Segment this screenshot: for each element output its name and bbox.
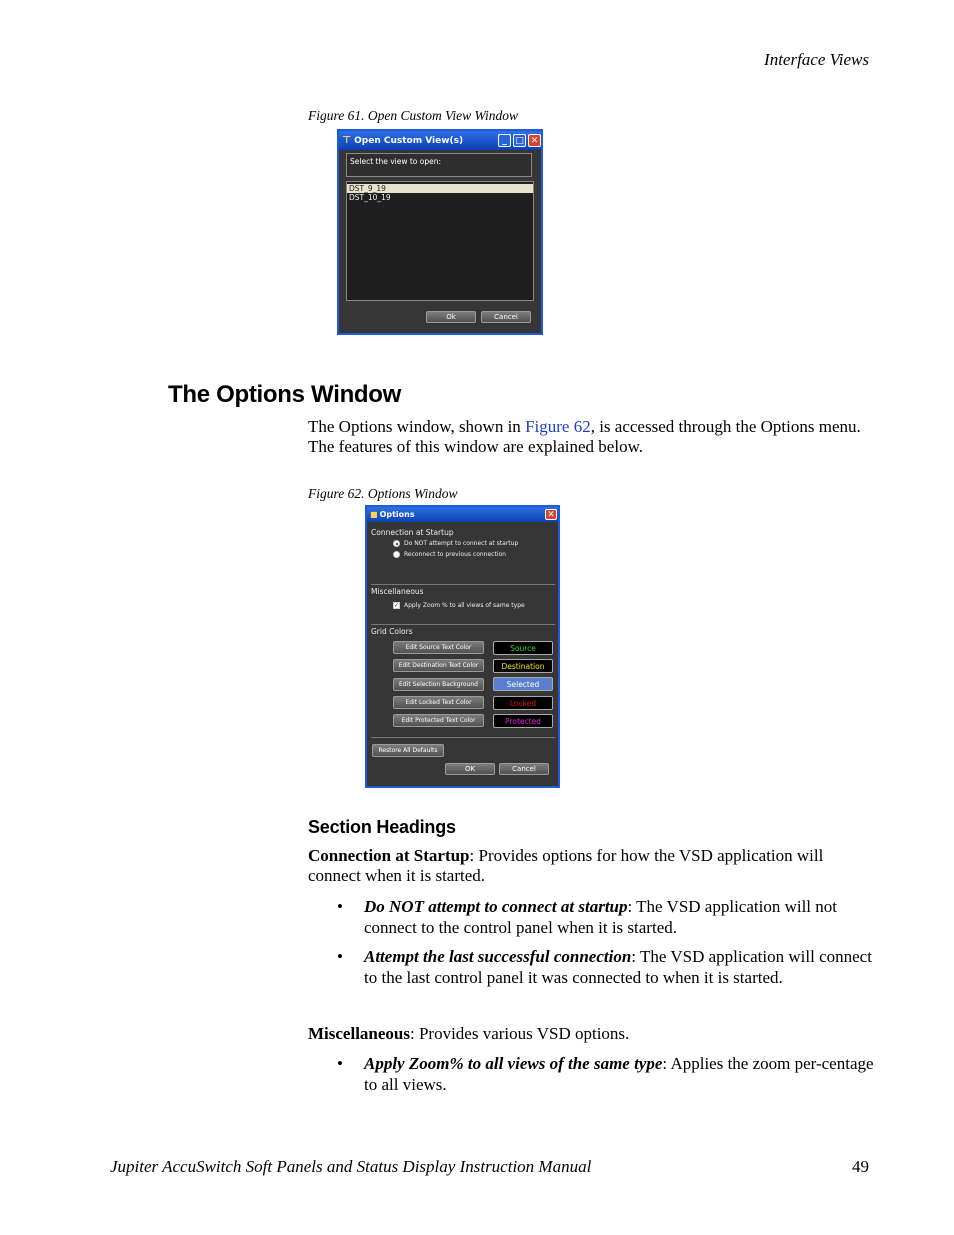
prompt-box xyxy=(346,153,532,177)
radio-label: Reconnect to previous connection xyxy=(404,551,506,558)
running-header: Interface Views xyxy=(764,50,869,69)
app-icon: ⊤ xyxy=(342,135,352,146)
destination-swatch: Destination xyxy=(493,659,553,673)
protected-swatch: Protected xyxy=(493,714,553,728)
misc-paragraph xyxy=(308,1024,873,1044)
intro-text: The Options window, shown in xyxy=(308,417,526,436)
divider xyxy=(371,737,555,738)
source-swatch: Source xyxy=(493,641,553,655)
radio-selected-icon xyxy=(393,540,400,547)
connection-term: Connection at Startup xyxy=(308,846,470,865)
prompt-label: Select the view to open: xyxy=(350,157,442,166)
misc-desc: : Provides various VSD options. xyxy=(410,1024,630,1043)
bullet-term: Do NOT attempt to connect at startup xyxy=(364,897,628,916)
view-list[interactable] xyxy=(346,181,534,301)
edit-source-color-button[interactable]: Edit Source Text Color xyxy=(393,641,484,654)
misc-group-label: Miscellaneous xyxy=(371,587,424,596)
radio-do-not-connect[interactable] xyxy=(393,540,518,547)
close-icon[interactable]: ✕ xyxy=(528,134,541,147)
app-icon: ■ xyxy=(370,510,378,519)
window-titlebar xyxy=(367,507,558,522)
ok-button[interactable]: OK xyxy=(445,763,495,775)
ok-button[interactable]: Ok xyxy=(426,311,476,323)
bullet-term: Attempt the last successful connection xyxy=(364,947,632,966)
intro-text-rest: , is accessed through the Options menu. The features of this window are explained below. xyxy=(308,417,861,456)
radio-reconnect[interactable] xyxy=(393,551,506,558)
minimize-icon[interactable]: _ xyxy=(498,134,511,147)
bullet-icon: • xyxy=(337,1054,343,1073)
section-title: The Options Window xyxy=(168,381,402,408)
divider xyxy=(371,624,555,625)
figure-61-caption: Figure 61. Open Custom View Window xyxy=(308,108,518,123)
figure-62-link[interactable]: Figure 62 xyxy=(525,417,591,436)
subsection-title: Section Headings xyxy=(308,817,456,837)
radio-label: Do NOT attempt to connect at startup xyxy=(404,540,519,547)
list-item xyxy=(337,897,874,938)
edit-selection-background-button[interactable]: Edit Selection Background xyxy=(393,678,484,691)
edit-destination-color-button[interactable]: Edit Destination Text Color xyxy=(393,659,484,672)
cancel-button[interactable]: Cancel xyxy=(499,763,549,775)
list-item xyxy=(337,947,874,988)
bullet-desc: : Applies the zoom per-centage to all views. xyxy=(364,1054,874,1094)
list-item xyxy=(337,1054,874,1095)
connection-desc: : Provides options for how the VSD application will connect when it is started. xyxy=(308,846,824,885)
bullet-term: Apply Zoom% to all views of the same type xyxy=(364,1054,663,1073)
footer-manual-title: Jupiter AccuSwitch Soft Panels and Status Display Instruction Manual xyxy=(110,1157,592,1176)
edit-locked-color-button[interactable]: Edit Locked Text Color xyxy=(393,696,484,709)
open-custom-view-window xyxy=(337,129,543,335)
list-item[interactable]: DST_10_19 xyxy=(349,193,391,202)
bullet-desc: : The VSD application will not connect to the control panel when it is started. xyxy=(364,897,837,937)
connection-paragraph xyxy=(308,846,873,886)
zoom-checkbox[interactable] xyxy=(393,602,525,609)
close-icon[interactable]: ✕ xyxy=(545,509,557,520)
window-title: Open Custom View(s) xyxy=(354,135,464,146)
list-item[interactable]: DST_9_19 xyxy=(347,184,533,193)
window-title: Options xyxy=(379,510,415,519)
bullet-icon: • xyxy=(337,897,343,916)
window-titlebar xyxy=(339,131,541,150)
maximize-icon[interactable]: □ xyxy=(513,134,526,147)
checkbox-checked-icon: ✓ xyxy=(394,602,400,609)
intro-paragraph xyxy=(308,417,873,457)
locked-swatch: Locked xyxy=(493,696,553,710)
bullet-icon: • xyxy=(337,947,343,966)
options-window xyxy=(365,505,560,788)
grid-colors-group-label: Grid Colors xyxy=(371,627,413,636)
restore-defaults-button[interactable]: Restore All Defaults xyxy=(372,744,444,757)
figure-62-caption: Figure 62. Options Window xyxy=(308,486,458,501)
checkbox-label: Apply Zoom % to all views of same type xyxy=(404,602,525,609)
selected-swatch: Selected xyxy=(493,677,553,691)
edit-protected-color-button[interactable]: Edit Protected Text Color xyxy=(393,714,484,727)
misc-term: Miscellaneous xyxy=(308,1024,410,1043)
connection-group-label: Connection at Startup xyxy=(371,528,454,537)
radio-icon xyxy=(393,551,400,558)
bullet-desc: : The VSD application will connect to the last control panel it was connected to when it is started. xyxy=(364,947,872,987)
cancel-button[interactable]: Cancel xyxy=(481,311,531,323)
divider xyxy=(371,584,555,585)
page-number: 49 xyxy=(852,1157,869,1176)
